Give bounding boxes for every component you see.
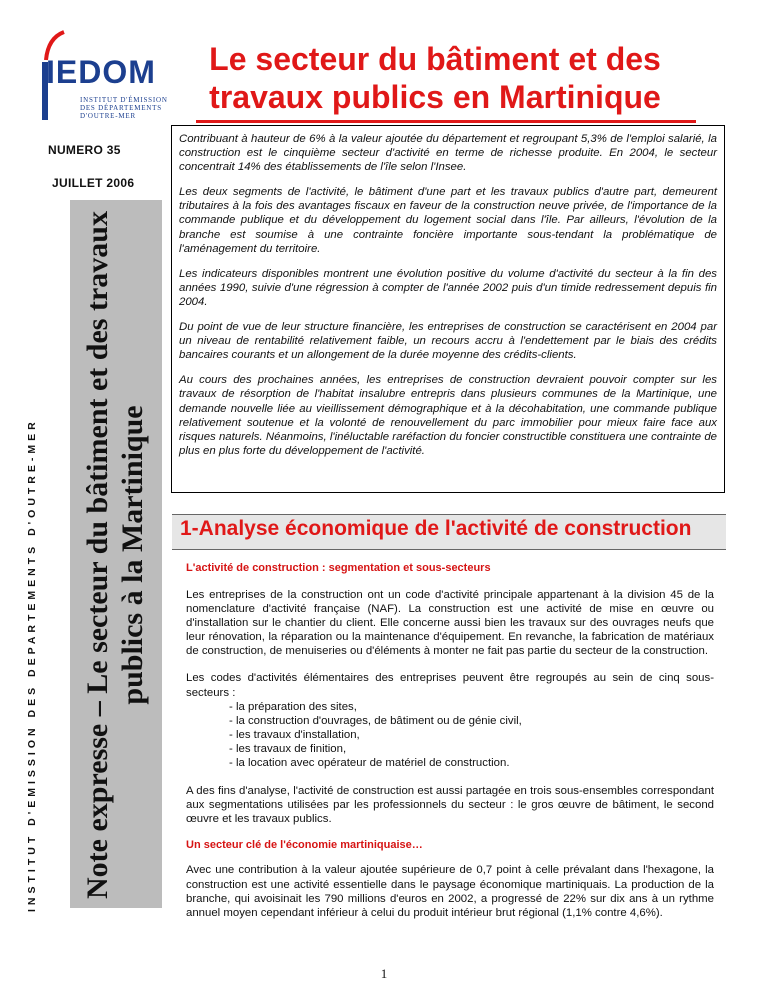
iedom-logo [28, 24, 168, 129]
section-content [186, 562, 714, 933]
list-item: - la construction d'ouvrages, de bâtiment ou de génie civil, [229, 714, 522, 727]
summary-box [171, 125, 725, 493]
issue-number: NUMERO 35 [48, 143, 121, 157]
section-title: 1-Analyse économique de l'activité de construction [180, 517, 692, 540]
page-title: Le secteur du bâtiment et des travaux publics en Martinique [209, 41, 661, 115]
body-paragraph: Les entreprises de la construction ont un code d'activité principale appartenant à la division 45 de la nomenclature d'activité française (NAF). La construction est une activité de mise en œuvre ou d'installation sur le chantier du client. Elle concerne aussi bien les travaux sur des ouvrages neufs que leur rénovation, la réparation ou la maintenance d'équipement. En revanche, la fabrication de matériaux de construction, de menuiseries ou d'éléments à monter ne fait pas partie du secteur de la construction. [186, 589, 714, 658]
body-paragraph: A des fins d'analyse, l'activité de construction est aussi partagée en trois sous-ensembles correspondant aux segmentations utilisées par les professionnels du secteur : le gros œuvre de bâtiment, le second œuvre et les travaux publics. [186, 785, 714, 826]
page-number: 1 [380, 966, 388, 981]
list-item: - la préparation des sites, [229, 700, 357, 713]
subheading: Un secteur clé de l'économie martiniquaise… [186, 839, 423, 852]
list-item: - les travaux d'installation, [229, 728, 360, 741]
list-item: - la location avec opérateur de matériel de construction. [229, 757, 510, 770]
summary-paragraph: Les indicateurs disponibles montrent une évolution positive du volume d'activité du secteur à la fin des années 1990, suivie d'une régression à compter de l'année 2002 puis d'un timide redressement depuis fin 2004. [179, 267, 717, 308]
summary-paragraph: Du point de vue de leur structure financière, les entreprises de construction se caractérisent en 2004 par un niveau de rentabilité relativement faible, un recours accru à l'endettement par le biais des crédits bancaires courants et un allongement de la durée moyenne des crédits-clients. [179, 321, 717, 362]
vertical-publication-title: Note expresse – Le secteur du bâtiment et des travaux publics à la Martinique [81, 211, 149, 899]
section-header [172, 514, 726, 550]
logo-wordmark: IEDOM [46, 54, 156, 90]
summary-paragraph: Au cours des prochaines années, les entreprises de construction devraient pouvoir compter sur les travaux de résorption de l'habitat insalubre entrepris dans plusieurs communes de la Martinique, une demande nouvelle liée au vieillissement démographique et à la décohabitation, une commande publique relativement soutenue et la volonté de renouvellement du parc immobilier pour mieux faire face aux risques naturels. Néanmoins, l'inéluctable raréfaction du foncier constructible constituera une contrainte de plus en plus forte du développement de l'activité. [179, 374, 717, 457]
subheading: L'activité de construction : segmentation et sous-secteurs [186, 562, 491, 574]
logo-subtitle: INSTITUT D'ÉMISSION DES DÉPARTEMENTS D'OUTRE-MER [80, 96, 168, 120]
title-underline [196, 120, 696, 123]
issue-date: JUILLET 2006 [52, 176, 135, 190]
summary-paragraph: Contribuant à hauteur de 6% à la valeur ajoutée du département et regroupant 5,3% de l'emploi salarié, la construction est le cinquième secteur d'activité en terme de richesse produite. En 2004, le secteur concentrait 14% des établissements de l'île selon l'Insee. [179, 133, 717, 174]
summary-paragraph: Les deux segments de l'activité, le bâtiment d'une part et les travaux publics d'autre part, demeurent tributaires à la fois des avantages fiscaux en faveur de la construction neuve privée, de l'importance de la commande publique et du développement du logement social dans l'île. Par ailleurs, l'évolution de la branche est soumise à une contrainte foncière importante sous-tendant la problématique de l'aménagement du territoire. [179, 186, 717, 255]
institute-vertical-label: INSTITUT D'EMISSION DES DEPARTEMENTS D'OUTRE-MER [26, 418, 38, 912]
list-item: - les travaux de finition, [229, 742, 347, 755]
body-paragraph: Avec une contribution à la valeur ajoutée supérieure de 0,7 point à celle prévalant dans l'hexagone, la construction est une activité essentielle dans le paysage économique martiniquais. La production de la branche, qui avoisinait les 790 millions d'euros en 2002, a progressé de 22% sur dix ans à un rythme annuel moyen cependant inférieur à celui du produit intérieur brut régional (1,1% contre 4,6%). [186, 864, 714, 919]
body-paragraph: Les codes d'activités élémentaires des entreprises peuvent être regroupés au sein de cinq sous-secteurs : [186, 672, 714, 699]
sub-sector-list [186, 700, 714, 770]
